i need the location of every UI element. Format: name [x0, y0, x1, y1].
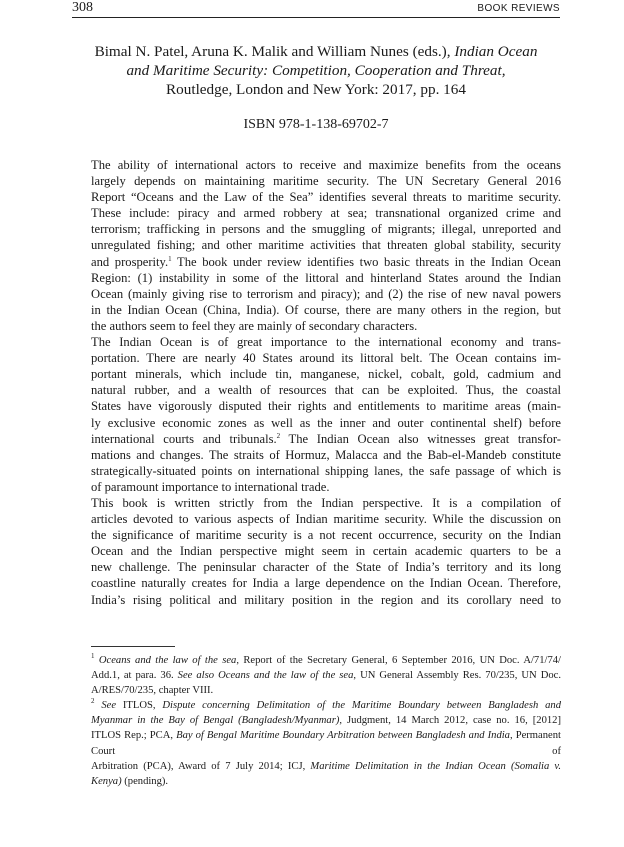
body-line: of paramount importance to international trade. [91, 479, 330, 494]
footnote-2-line-3 [91, 728, 561, 758]
footnote-2-line-5 [91, 774, 561, 789]
fn1-title-2: Oceans and the law of the sea [218, 670, 354, 682]
body-line: the significance of maritime security is a not recent occurrence, security on the Indian [91, 528, 561, 543]
body-line: States have vigorously disputed their rights and entitlements to maritime areas (main- [91, 399, 561, 414]
body-line: Ocean and the Indian perspective might seem in certain academic quarters to be a [91, 544, 561, 559]
body-text: The book under review identifies two basic threats in the Indian Ocean [171, 254, 561, 269]
body-text: international courts and tribunals. [91, 431, 277, 446]
fn2-case1-title: Dispute concerning Delimitation of the Maritime Boundary between Bangladesh and [162, 700, 561, 712]
body-line [91, 431, 561, 447]
body-line: These include: piracy and armed robbery at sea; transnational organized crime and [91, 206, 561, 221]
fn1-text: , UN General Assembly Res. 70/235, UN Doc. [353, 670, 561, 682]
body-line: portant minerals, which include tin, manganese, nickel, cobalt, gold, cadmium and [91, 367, 561, 382]
body-line: largely depends on maintaining maritime security. The UN Secretary General 2016 [91, 174, 561, 189]
body-line [91, 254, 561, 270]
footnote-ref-2[interactable]: 2 [276, 431, 281, 440]
heading-authors: Bimal N. Patel, Aruna K. Malik and William Nunes (eds.), [94, 43, 455, 60]
body-line: portation. There are nearly 40 States around its littoral belt. The Ocean contains im- [91, 351, 561, 366]
review-body [91, 157, 561, 608]
page-number: 308 [72, 0, 93, 15]
section-title: BOOK REVIEWS [477, 3, 560, 14]
body-line: Region: (1) instability in some of the littoral and hinterland States around the Indian [91, 270, 561, 285]
body-line: coastline naturally creates for India a large dependence on the Indian Ocean. Therefore, [91, 576, 561, 591]
fn2-text: ITLOS Rep.; PCA, [91, 730, 177, 742]
body-line: This book is written strictly from the Indian perspective. It is a compilation of [91, 495, 561, 510]
fn2-case3-title: Maritime Delimitation in the Indian Ocean (Somalia v. [310, 760, 562, 772]
footnote-1-marker: 1 [91, 652, 95, 660]
fn1-text: , Report of the Secretary General, 6 September 2016, UN Doc. A/71/74/ [236, 655, 561, 666]
fn2-case1-title: Myanmar in the Bay of Bengal (Bangladesh/Myanmar) [91, 715, 340, 727]
heading-line-2: and Maritime Security: Competition, Cooperation and Threat, [126, 62, 506, 79]
isbn: ISBN 978-1-138-69702-7 [243, 117, 389, 132]
body-line: The ability of international actors to receive and maximize benefits from the oceans [91, 158, 561, 172]
body-line: terrorism; trafficking in persons and the smuggling of migrants; illegal, unreported and [91, 222, 561, 237]
body-line: unregulated fishing; and other maritime activities that threaten global stability, security [91, 238, 561, 253]
fn2-see: See [101, 700, 117, 712]
review-heading [72, 42, 560, 99]
body-line: natural rubber, and a wealth of resources that can be exploited. Thus, the coastal [91, 383, 561, 398]
body-line: Ocean (mainly giving rise to terrorism and piracy); and (2) the rise of new naval powers [91, 286, 561, 301]
fn2-case3-title: Kenya) [91, 775, 122, 787]
footnote-2-line-2 [91, 713, 561, 728]
footnotes [91, 653, 561, 789]
body-line: new challenge. The peninsular character of the State of India’s territory and its long [91, 560, 561, 575]
heading-line-1 [72, 42, 560, 61]
body-line: strategically-situated points on international shipping lanes, the safe passage of which is [91, 463, 561, 478]
body-line: ly exclusive economic zones as well as the inner and outer continental shelf) before [91, 415, 561, 430]
footnote-2-line-4 [91, 759, 561, 774]
footnote-2-line-1 [91, 698, 561, 713]
footnote-rule [91, 646, 175, 647]
fn1-title: Oceans and the law of the sea [98, 655, 237, 666]
body-line: in the Indian Ocean (China, India). Of course, there are many others in the region, but [91, 302, 561, 317]
fn2-text: (pending). [121, 775, 169, 787]
body-line: Report “Oceans and the Law of the Sea” identifies several threats to maritime security. [91, 190, 561, 205]
header-rule [72, 17, 560, 18]
fn1-text: Add.1, at para. 36. [91, 670, 178, 682]
body-line: India’s rising political and military position in the region and its corollary need to [91, 592, 561, 607]
footnote-1-line-1 [91, 653, 561, 668]
body-line: articles devoted to various aspects of Indian maritime security. While the discussion on [91, 512, 561, 527]
body-text: and prosperity. [91, 254, 169, 269]
body-text: The Indian Ocean also witnesses great transfor- [280, 431, 561, 446]
body-line: The Indian Ocean is of great importance to the international economy and trans- [91, 335, 561, 350]
fn2-text: ITLOS, [116, 700, 163, 712]
body-line: mations and changes. The straits of Hormuz, Malacca and the Bab-el-Mandeb constitute [91, 447, 561, 462]
fn2-text: , Judgment, 14 March 2012, case no. 16, [2012] [339, 715, 561, 727]
footnote-1-line-2 [91, 668, 561, 683]
fn2-text: Arbitration (PCA), Award of 7 July 2014; ICJ, [91, 760, 311, 772]
heading-line-3: Routledge, London and New York: 2017, pp. 164 [166, 81, 466, 98]
fn2-text: , Permanent Court of [91, 730, 561, 757]
footnote-2-marker: 2 [91, 697, 95, 706]
footnote-1-line-3: A/RES/70/235, chapter VIII. [91, 685, 214, 697]
footnote-ref-1[interactable]: 1 [168, 254, 172, 263]
heading-title-start: Indian Ocean [454, 43, 538, 60]
fn1-see-also: See also [177, 670, 215, 682]
body-line: the authors seem to feel they are mainly of secondary characters. [91, 318, 418, 333]
fn2-case2-title: Bay of Bengal Maritime Boundary Arbitration between Bangladesh and India [176, 730, 510, 742]
